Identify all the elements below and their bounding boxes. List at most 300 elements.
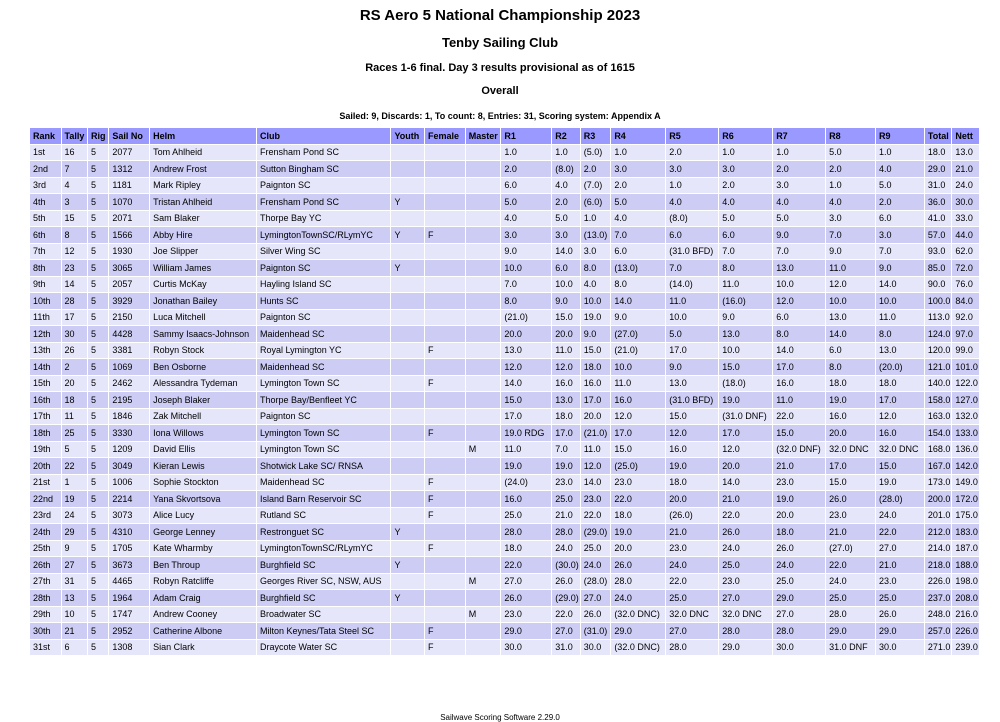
table-cell: Andrew Cooney: [150, 607, 256, 623]
table-cell: 19.0: [666, 458, 718, 474]
table-cell: (32.0 DNC): [611, 640, 665, 656]
table-cell: [391, 508, 424, 524]
table-cell: 29.0: [876, 623, 924, 639]
table-cell: 23.0: [666, 541, 718, 557]
table-cell: 22: [62, 458, 87, 474]
table-row: [30, 425, 979, 441]
table-cell: 5: [88, 623, 108, 639]
table-cell: 30: [62, 326, 87, 342]
table-cell: 2.0: [773, 161, 825, 177]
table-cell: 19.0: [501, 458, 551, 474]
table-cell: 7.0: [611, 227, 665, 243]
table-cell: 214.0: [925, 541, 951, 557]
table-cell: 29.0: [925, 161, 951, 177]
table-cell: 20.0: [501, 326, 551, 342]
table-cell: 142.0: [952, 458, 979, 474]
table-cell: 21st: [30, 475, 61, 491]
table-cell: 12.0: [501, 359, 551, 375]
table-cell: 76.0: [952, 277, 979, 293]
table-cell: 6.0: [876, 211, 924, 227]
table-cell: [425, 590, 465, 606]
table-cell: 10.0: [773, 277, 825, 293]
table-cell: 158.0: [925, 392, 951, 408]
table-cell: Yana Skvortsova: [150, 491, 256, 507]
table-cell: F: [425, 227, 465, 243]
table-cell: 15.0: [719, 359, 772, 375]
table-row: [30, 524, 979, 540]
table-cell: M: [466, 442, 501, 458]
table-cell: 17.0: [719, 425, 772, 441]
table-cell: 248.0: [925, 607, 951, 623]
table-row: [30, 244, 979, 260]
table-cell: 4465: [109, 574, 149, 590]
table-cell: Lymington Town SC: [257, 376, 390, 392]
table-cell: 12.0: [826, 277, 875, 293]
table-cell: 3073: [109, 508, 149, 524]
table-cell: [466, 458, 501, 474]
table-cell: (14.0): [666, 277, 718, 293]
table-cell: 11.0: [826, 260, 875, 276]
table-cell: [425, 194, 465, 210]
table-cell: [425, 178, 465, 194]
table-cell: 6.0: [552, 260, 580, 276]
table-cell: 18.0: [666, 475, 718, 491]
table-cell: (27.0): [611, 326, 665, 342]
table-cell: 16.0: [876, 425, 924, 441]
column-header: Nett: [952, 128, 979, 144]
table-cell: F: [425, 491, 465, 507]
table-cell: Draycote Water SC: [257, 640, 390, 656]
table-cell: 93.0: [925, 244, 951, 260]
table-cell: Catherine Albone: [150, 623, 256, 639]
table-cell: 6.0: [611, 244, 665, 260]
table-cell: 14: [62, 277, 87, 293]
table-cell: 2.0: [611, 178, 665, 194]
table-cell: F: [425, 343, 465, 359]
table-cell: 17th: [30, 409, 61, 425]
table-cell: 6.0: [773, 310, 825, 326]
column-header: Rank: [30, 128, 61, 144]
table-row: [30, 376, 979, 392]
table-cell: (7.0): [581, 178, 611, 194]
table-cell: 27th: [30, 574, 61, 590]
table-cell: 22.0: [666, 574, 718, 590]
table-cell: 5.0: [876, 178, 924, 194]
table-cell: 120.0: [925, 343, 951, 359]
table-cell: 25.0: [773, 574, 825, 590]
table-cell: 16.0: [501, 491, 551, 507]
table-cell: Robyn Ratcliffe: [150, 574, 256, 590]
table-cell: 3381: [109, 343, 149, 359]
table-cell: 3049: [109, 458, 149, 474]
table-row: [30, 293, 979, 309]
column-header: R3: [581, 128, 611, 144]
table-cell: 26.0: [552, 574, 580, 590]
table-cell: (20.0): [876, 359, 924, 375]
table-cell: 29: [62, 524, 87, 540]
column-header: R5: [666, 128, 718, 144]
table-cell: 11.0: [552, 343, 580, 359]
table-cell: 23.0: [501, 607, 551, 623]
column-header: Sail No: [109, 128, 149, 144]
column-header: R4: [611, 128, 665, 144]
table-cell: 26.0: [773, 541, 825, 557]
table-cell: Lymington Town SC: [257, 442, 390, 458]
table-cell: 3.0: [501, 227, 551, 243]
table-cell: 9.0: [719, 310, 772, 326]
table-cell: 20th: [30, 458, 61, 474]
table-cell: [466, 211, 501, 227]
table-cell: 1.0: [773, 145, 825, 161]
table-cell: 23.0: [826, 508, 875, 524]
table-cell: 27.0: [552, 623, 580, 639]
table-cell: F: [425, 376, 465, 392]
table-cell: 3.0: [773, 178, 825, 194]
table-cell: 17: [62, 310, 87, 326]
table-cell: 24.0: [552, 541, 580, 557]
table-cell: [391, 409, 424, 425]
table-cell: 1: [62, 475, 87, 491]
table-cell: 29th: [30, 607, 61, 623]
table-cell: 4.0: [719, 194, 772, 210]
table-cell: 16.0: [826, 409, 875, 425]
table-cell: 14.0: [773, 343, 825, 359]
table-cell: 22.0: [773, 409, 825, 425]
table-cell: [466, 491, 501, 507]
table-cell: 22.0: [719, 508, 772, 524]
column-header: R8: [826, 128, 875, 144]
table-row: [30, 442, 979, 458]
table-cell: 3.0: [719, 161, 772, 177]
table-cell: (21.0): [581, 425, 611, 441]
table-cell: 3330: [109, 425, 149, 441]
table-cell: 19.0: [552, 458, 580, 474]
table-cell: 5: [88, 277, 108, 293]
table-cell: 17.0: [773, 359, 825, 375]
table-cell: 25.0: [552, 491, 580, 507]
table-cell: Alessandra Tydeman: [150, 376, 256, 392]
table-cell: (21.0): [611, 343, 665, 359]
table-cell: 18.0: [552, 409, 580, 425]
table-cell: 24th: [30, 524, 61, 540]
table-cell: 5: [88, 524, 108, 540]
table-cell: 1006: [109, 475, 149, 491]
table-cell: 20.0: [826, 425, 875, 441]
table-cell: M: [466, 574, 501, 590]
table-cell: 3673: [109, 557, 149, 573]
table-row: [30, 145, 979, 161]
table-cell: 85.0: [925, 260, 951, 276]
table-cell: 31st: [30, 640, 61, 656]
table-cell: 14.0: [876, 277, 924, 293]
table-cell: 4.0: [773, 194, 825, 210]
table-cell: [391, 491, 424, 507]
table-cell: 2.0: [552, 194, 580, 210]
table-cell: 212.0: [925, 524, 951, 540]
table-cell: 16th: [30, 392, 61, 408]
table-row: [30, 194, 979, 210]
table-cell: 9.0: [876, 260, 924, 276]
table-cell: 27.0: [876, 541, 924, 557]
table-cell: 27.0: [501, 574, 551, 590]
table-cell: 13: [62, 590, 87, 606]
table-cell: 10.0: [876, 293, 924, 309]
table-cell: 6.0: [501, 178, 551, 194]
table-cell: 5: [88, 491, 108, 507]
table-cell: Y: [391, 557, 424, 573]
table-cell: [425, 458, 465, 474]
table-cell: Hayling Island SC: [257, 277, 390, 293]
table-cell: 11.0: [666, 293, 718, 309]
table-cell: 20.0: [666, 491, 718, 507]
table-cell: 23.0: [581, 491, 611, 507]
page-title: RS Aero 5 National Championship 2023: [359, 7, 641, 24]
table-cell: 25.0: [719, 557, 772, 573]
table-cell: [466, 392, 501, 408]
table-cell: (5.0): [581, 145, 611, 161]
table-cell: Island Barn Reservoir SC: [257, 491, 390, 507]
software-credit: Sailwave Scoring Software 2.29.0: [440, 713, 560, 722]
table-cell: 17.0: [552, 425, 580, 441]
table-cell: 15.0: [666, 409, 718, 425]
table-cell: 99.0: [952, 343, 979, 359]
table-cell: [391, 343, 424, 359]
table-cell: (8.0): [552, 161, 580, 177]
table-cell: 19.0: [826, 392, 875, 408]
table-cell: 24.0: [952, 178, 979, 194]
table-cell: 28.0: [719, 623, 772, 639]
table-cell: [425, 359, 465, 375]
table-cell: 25.0: [581, 541, 611, 557]
table-cell: 26.0: [581, 607, 611, 623]
table-cell: Thorpe Bay/Benfleet YC: [257, 392, 390, 408]
table-cell: 23.0: [876, 574, 924, 590]
column-header: Helm: [150, 128, 256, 144]
table-cell: (27.0): [826, 541, 875, 557]
table-cell: [391, 574, 424, 590]
table-cell: 13.0: [876, 343, 924, 359]
table-cell: 1.0: [719, 145, 772, 161]
table-cell: [391, 145, 424, 161]
table-cell: Maidenhead SC: [257, 326, 390, 342]
table-cell: 2.0: [719, 178, 772, 194]
table-cell: 5: [88, 475, 108, 491]
table-cell: 5: [88, 425, 108, 441]
table-cell: 22.0: [501, 557, 551, 573]
table-cell: 1st: [30, 145, 61, 161]
table-cell: 9.0: [826, 244, 875, 260]
table-cell: 25.0: [666, 590, 718, 606]
table-cell: 187.0: [952, 541, 979, 557]
table-cell: 2.0: [666, 145, 718, 161]
table-row: [30, 326, 979, 342]
table-cell: [391, 392, 424, 408]
table-cell: George Lenney: [150, 524, 256, 540]
table-cell: 8.0: [773, 326, 825, 342]
table-cell: 7.0: [826, 227, 875, 243]
table-cell: 13th: [30, 343, 61, 359]
table-cell: 26.0: [501, 590, 551, 606]
table-cell: 6: [62, 640, 87, 656]
table-cell: [425, 326, 465, 342]
table-row: [30, 491, 979, 507]
table-cell: 6th: [30, 227, 61, 243]
column-header: Master: [466, 128, 501, 144]
table-cell: 29.0: [611, 623, 665, 639]
table-cell: Paignton SC: [257, 310, 390, 326]
table-cell: 1566: [109, 227, 149, 243]
table-cell: 19th: [30, 442, 61, 458]
table-cell: 29.0: [826, 623, 875, 639]
table-cell: Paignton SC: [257, 409, 390, 425]
table-cell: 208.0: [952, 590, 979, 606]
table-cell: 2952: [109, 623, 149, 639]
table-cell: F: [425, 475, 465, 491]
table-cell: [391, 359, 424, 375]
table-cell: 27.0: [719, 590, 772, 606]
table-cell: [466, 524, 501, 540]
table-cell: 7.0: [719, 244, 772, 260]
table-row: [30, 623, 979, 639]
table-cell: 5: [88, 392, 108, 408]
table-cell: 7.0: [666, 260, 718, 276]
table-cell: 30th: [30, 623, 61, 639]
table-cell: F: [425, 425, 465, 441]
table-cell: Tristan Ahlheid: [150, 194, 256, 210]
column-header: Rig: [88, 128, 108, 144]
table-cell: 8: [62, 227, 87, 243]
table-cell: 5: [88, 145, 108, 161]
table-cell: 5: [88, 178, 108, 194]
table-cell: 1.0: [552, 145, 580, 161]
table-cell: [391, 442, 424, 458]
table-cell: 14.0: [719, 475, 772, 491]
table-cell: 21.0: [666, 524, 718, 540]
table-cell: 18.0: [876, 376, 924, 392]
table-cell: 136.0: [952, 442, 979, 458]
table-cell: 24.0: [876, 508, 924, 524]
table-cell: 12th: [30, 326, 61, 342]
table-cell: (24.0): [501, 475, 551, 491]
table-cell: 2077: [109, 145, 149, 161]
table-cell: 15.0: [826, 475, 875, 491]
table-cell: 10.0: [826, 293, 875, 309]
column-header: R1: [501, 128, 551, 144]
table-cell: 30.0: [501, 640, 551, 656]
table-cell: 15.0: [876, 458, 924, 474]
table-cell: 11: [62, 409, 87, 425]
table-cell: 22.0: [611, 491, 665, 507]
table-cell: 21.0: [552, 508, 580, 524]
table-cell: [425, 260, 465, 276]
table-cell: 5.0: [552, 211, 580, 227]
column-header: R7: [773, 128, 825, 144]
table-cell: 154.0: [925, 425, 951, 441]
table-cell: 5: [88, 541, 108, 557]
table-cell: Ben Throup: [150, 557, 256, 573]
table-cell: (28.0): [876, 491, 924, 507]
table-cell: 26.0: [719, 524, 772, 540]
table-cell: [391, 640, 424, 656]
table-cell: 3.0: [581, 244, 611, 260]
table-cell: 19.0: [581, 310, 611, 326]
table-cell: 10.0: [501, 260, 551, 276]
table-cell: [466, 326, 501, 342]
table-cell: 8.0: [501, 293, 551, 309]
table-cell: 12.0: [719, 442, 772, 458]
table-cell: 6.0: [719, 227, 772, 243]
table-cell: 9.0: [773, 227, 825, 243]
table-cell: 15.0: [773, 425, 825, 441]
table-cell: 19.0: [876, 475, 924, 491]
table-cell: 3rd: [30, 178, 61, 194]
table-cell: 13.0: [826, 310, 875, 326]
table-cell: (29.0): [552, 590, 580, 606]
table-cell: [466, 310, 501, 326]
table-cell: 12.0: [666, 425, 718, 441]
table-cell: 163.0: [925, 409, 951, 425]
table-cell: 127.0: [952, 392, 979, 408]
table-cell: Sam Blaker: [150, 211, 256, 227]
table-cell: 21.0: [826, 524, 875, 540]
table-cell: F: [425, 541, 465, 557]
table-cell: [391, 178, 424, 194]
table-cell: 30.0: [876, 640, 924, 656]
table-cell: 9th: [30, 277, 61, 293]
table-cell: 5: [88, 640, 108, 656]
table-cell: 62.0: [952, 244, 979, 260]
table-cell: 21.0: [773, 458, 825, 474]
table-cell: 32.0 DNC: [826, 442, 875, 458]
table-cell: 226.0: [925, 574, 951, 590]
table-cell: 183.0: [952, 524, 979, 540]
table-cell: 5th: [30, 211, 61, 227]
table-cell: 9.0: [611, 310, 665, 326]
table-cell: 239.0: [952, 640, 979, 656]
table-cell: 5: [88, 310, 108, 326]
table-cell: 18th: [30, 425, 61, 441]
table-cell: 4.0: [611, 211, 665, 227]
table-cell: 19.0: [719, 392, 772, 408]
table-cell: Y: [391, 260, 424, 276]
table-cell: 16: [62, 145, 87, 161]
table-cell: 4.0: [666, 194, 718, 210]
table-cell: (13.0): [581, 227, 611, 243]
table-cell: 28.0: [611, 574, 665, 590]
table-cell: 22.0: [876, 524, 924, 540]
table-cell: 20.0: [719, 458, 772, 474]
table-cell: [391, 376, 424, 392]
table-cell: Kate Wharmby: [150, 541, 256, 557]
table-cell: 172.0: [952, 491, 979, 507]
table-cell: F: [425, 508, 465, 524]
table-cell: 175.0: [952, 508, 979, 524]
table-cell: 26.0: [876, 607, 924, 623]
table-cell: Burghfield SC: [257, 557, 390, 573]
table-cell: [425, 607, 465, 623]
table-cell: 8.0: [876, 326, 924, 342]
table-cell: 16.0: [666, 442, 718, 458]
table-cell: 1.0: [581, 211, 611, 227]
table-cell: Iona Willows: [150, 425, 256, 441]
table-cell: (28.0): [581, 574, 611, 590]
table-cell: Robyn Stock: [150, 343, 256, 359]
table-cell: 28.0: [666, 640, 718, 656]
table-row: [30, 574, 979, 590]
table-cell: 11.0: [719, 277, 772, 293]
table-cell: 30.0: [581, 640, 611, 656]
table-cell: 188.0: [952, 557, 979, 573]
